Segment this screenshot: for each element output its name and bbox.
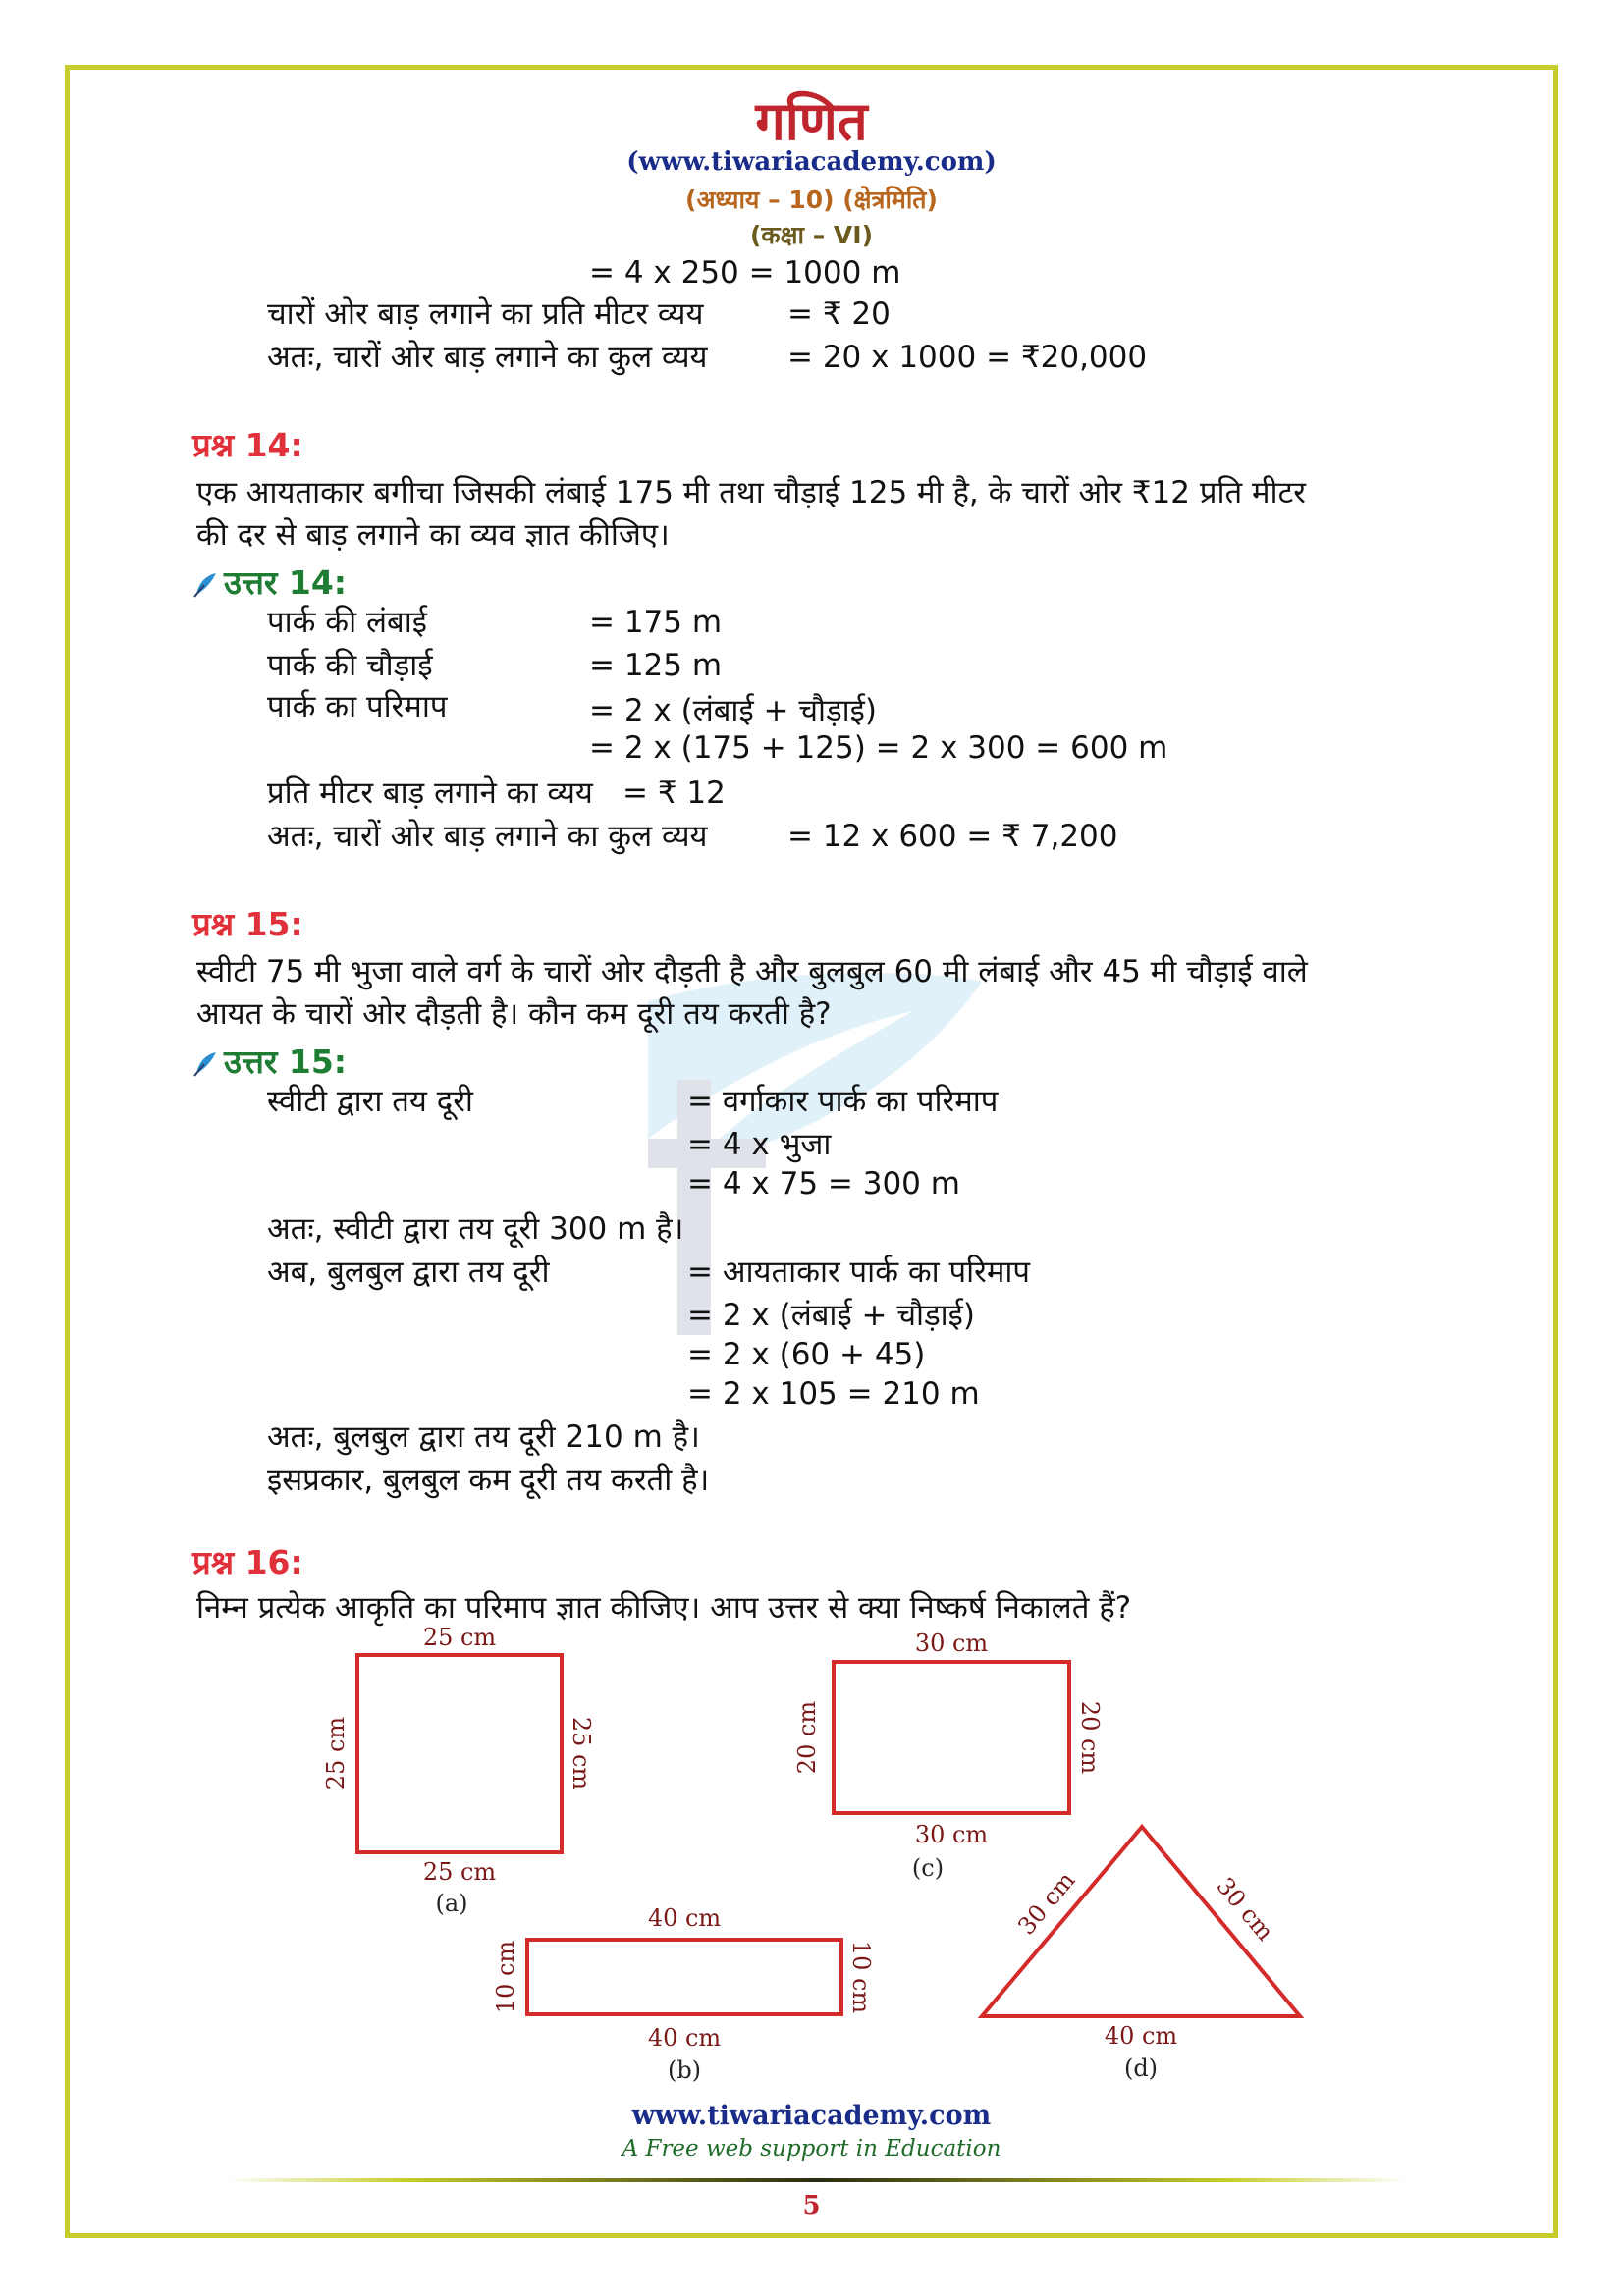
figure-a-left-label: 25 cm [322,1716,350,1790]
footer-divider [228,2178,1406,2182]
a14-val-1: = 175 m [589,605,723,640]
question-16-text: निम्न प्रत्येक आकृति का परिमाप ज्ञात कीजिए। आप उत्तर से क्या निष्कर्ष निकालते हैं? [196,1590,1132,1626]
a14-val-3: = 2 x (लंबाई + चौड़ाई) [589,693,877,728]
figure-a-bottom-label: 25 cm [422,1858,497,1886]
figure-c-left-label: 20 cm [793,1700,821,1775]
figure-d-right-label: 30 cm [1211,1872,1279,1947]
question-16-heading: प्रश्न 16: [192,1543,303,1581]
figure-d-left-label: 30 cm [1012,1866,1081,1941]
question-15-text-1: स्वीटी 75 मी भुजा वाले वर्ग के चारों ओर दौड़ती है और बुलबुल 60 मी लंबाई और 45 मी चौड़ाई वाले [196,954,1308,989]
cont-label-2: चारों ओर बाड़ लगाने का प्रति मीटर व्यय [267,296,704,332]
figure-b-rectangle [527,1940,841,2014]
a14-label-1: पार्क की लंबाई [267,605,427,640]
cont-label-3: अतः, चारों ओर बाड़ लगाने का कुल व्यय [267,340,708,375]
a14-val-4: = 2 x (175 + 125) = 2 x 300 = 600 m [589,730,1168,766]
question-14-text-2: की दर से बाड़ लगाने का व्यव ज्ञात कीजिए। [196,517,670,553]
figure-c-bottom-label: 30 cm [914,1821,989,1848]
a15-val-3: = 4 x 75 = 300 m [687,1166,960,1201]
figure-d-bottom-label: 40 cm [1104,2022,1178,2050]
a15-val-5: = आयताकार पार्क का परिमाप [687,1255,1031,1290]
figure-c-top-label: 30 cm [914,1629,989,1657]
a15-label-5: अब, बुलबुल द्वारा तय दूरी [267,1255,550,1290]
figure-c-rectangle [834,1662,1069,1813]
a14-label-2: पार्क की चौड़ाई [267,648,433,683]
class-label: (कक्षा – VI) [749,221,873,249]
figure-b-caption: (b) [667,2056,702,2084]
figure-b-bottom-label: 40 cm [647,2024,722,2052]
a14-label-6: अतः, चारों ओर बाड़ लगाने का कुल व्यय [267,819,708,854]
cont-calc-2: = ₹ 20 [787,296,891,332]
page-number: 5 [802,2191,821,2220]
figure-c-right-label: 20 cm [1076,1700,1104,1775]
a14-val-5: = ₹ 12 [622,775,726,811]
header-site-link[interactable]: (www.tiwariacademy.com) [626,147,997,177]
a14-label-3: पार्क का परिमाप [267,689,448,724]
footer-site-link[interactable]: www.tiwariacademy.com [631,2101,992,2131]
a14-val-2: = 125 m [589,648,723,683]
figure-b-right-label: 10 cm [847,1940,875,2014]
figure-d-caption: (d) [1123,2055,1159,2082]
question-14-heading: प्रश्न 14: [192,426,303,464]
footer-tagline: A Free web support in Education [622,2136,1001,2162]
question-15-text-2: आयत के चारों ओर दौड़ती है। कौन कम दूरी तय करती है? [196,996,832,1032]
a15-val-6: = 2 x (लंबाई + चौड़ाई) [687,1298,975,1333]
page-title: गणित [755,90,868,152]
figure-a-square [357,1655,562,1852]
cont-calc-3: = 20 x 1000 = ₹20,000 [787,340,1148,375]
a15-val-1: = वर्गाकार पार्क का परिमाप [687,1084,999,1119]
question-14-text-1: एक आयताकार बगीचा जिसकी लंबाई 175 मी तथा चौड़ाई 125 मी है, के चारों ओर ₹12 प्रति मीटर [196,475,1306,510]
cont-calc-1: = 4 x 250 = 1000 m [589,255,901,291]
figure-b-top-label: 40 cm [647,1904,722,1932]
figure-b-left-label: 10 cm [492,1940,519,2014]
question-15-heading: प्रश्न 15: [192,905,303,943]
a15-label-1: स्वीटी द्वारा तय दूरी [267,1084,473,1119]
figure-a-right-label: 25 cm [568,1716,595,1790]
figure-c-caption: (c) [911,1854,945,1882]
answer-15-label: उत्तर 15: [224,1042,347,1081]
a15-text-10: इसप्रकार, बुलबुल कम दूरी तय करती है। [267,1463,710,1498]
answer-14-label: उत्तर 14: [224,563,347,602]
a15-val-8: = 2 x 105 = 210 m [687,1376,980,1412]
a15-val-2: = 4 x भुजा [687,1127,832,1162]
a15-text-9: अतः, बुलबुल द्वारा तय दूरी 210 m है। [267,1419,700,1455]
a14-label-5: प्रति मीटर बाड़ लगाने का व्यय [267,775,593,811]
a15-val-7: = 2 x (60 + 45) [687,1337,926,1372]
figure-a-caption: (a) [435,1890,468,1917]
a15-text-4: अतः, स्वीटी द्वारा तय दूरी 300 m है। [267,1211,684,1247]
figure-a-top-label: 25 cm [422,1624,497,1651]
a14-val-6: = 12 x 600 = ₹ 7,200 [787,819,1118,854]
chapter-label: (अध्याय – 10) (क्षेत्रमिति) [685,186,938,214]
